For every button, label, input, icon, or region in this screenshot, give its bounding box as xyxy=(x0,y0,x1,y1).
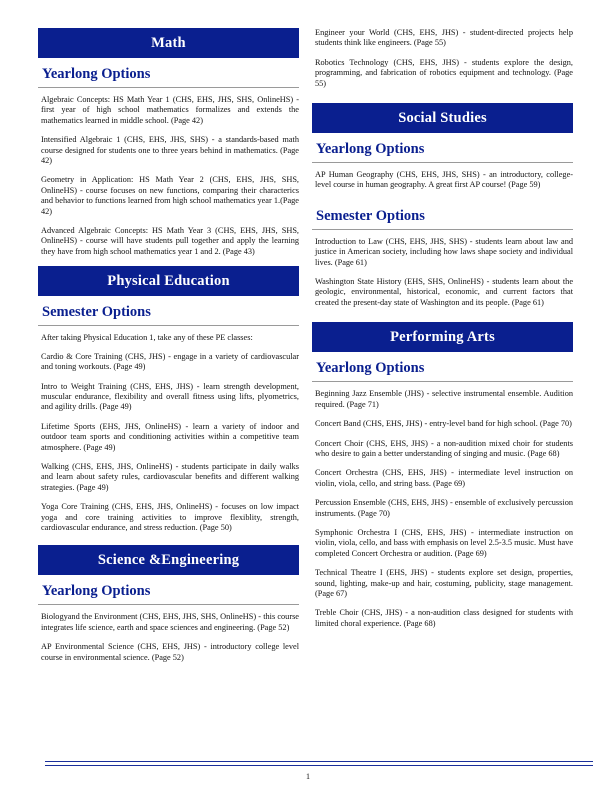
social-studies-banner: Social Studies xyxy=(312,103,573,133)
footer-rule-line xyxy=(45,761,593,762)
course-name: Engineer your World xyxy=(315,28,390,37)
course-name: Concert Orchestra xyxy=(315,468,378,478)
course-desc: (CHS, EHS, JHS) - entry-level band for high school. (Page 70) xyxy=(362,419,572,429)
course-desc: (CHS, EHS, JHS) - ensemble of exclusively percussion instruments. (Page 70) xyxy=(315,498,573,518)
course-name: Beginning Jazz Ensemble xyxy=(315,389,402,399)
pe-intro-text: After taking Physical Education 1, take any of these PE classes: xyxy=(41,333,253,343)
page-number: 1 xyxy=(306,772,310,781)
course-desc: (CHS, EHS, JHS) - introductory college level course in environmental science. (Page 52) xyxy=(41,642,299,662)
course-item xyxy=(315,419,573,429)
course-name: Advanced Algebraic Concepts: HS Math Year 3 xyxy=(41,226,212,236)
course-desc: (CHS, EHS, JHS, OnlineHS) - students participate in daily walks and learn about safety rules, cardiovascular benefits and different walking strategies. (Page 49) xyxy=(41,461,299,492)
course-item xyxy=(315,439,573,460)
footer-rule xyxy=(45,761,593,766)
math-banner: Math xyxy=(38,28,299,58)
course-desc: (CHS, EHS, JHS) - student-directed projects help students think like engineers. (Page 55) xyxy=(315,28,574,48)
course-item xyxy=(315,498,573,519)
social-yearlong-heading: Yearlong Options xyxy=(312,133,573,163)
course-name: Symphonic Orchestra I xyxy=(315,527,398,537)
course-item xyxy=(315,58,573,89)
course-desc: (CHS, JHS) - engage in a variety of cardiovascular and toning workouts. (Page 49) xyxy=(41,351,299,372)
course-name: Technical Theatre I xyxy=(315,568,383,578)
course-desc: (CHS, EHS, JHS, SHS) - a standards-based math course designed for students one to three years behind in mathematics. (Page 42) xyxy=(41,135,299,166)
course-item xyxy=(315,237,573,268)
course-name: Intensified Algebraic 1 xyxy=(41,135,121,145)
science-yearlong-heading: Yearlong Options xyxy=(38,575,299,605)
course-name: Intro to Weight Training xyxy=(41,381,127,391)
course-item xyxy=(41,175,299,217)
course-name: Algebraic Concepts: HS Math Year 1 xyxy=(41,95,170,104)
course-item xyxy=(41,422,299,453)
performing-arts-banner: Performing Arts xyxy=(312,322,573,352)
course-name: Introduction to Law xyxy=(315,236,383,246)
course-desc: (CHS, EHS, JHS) - intermediate instruction on violin, viola, cello, and bass with emphasis on level 2.5-3.5 music. Must have completed Concert Orchestra or audition. (Page 69) xyxy=(315,527,573,558)
course-name: Washington State History xyxy=(315,277,402,287)
course-desc: (CHS, EHS, JHS, SHS) - an introductory, college-level course in human geography. A great first AP course! (Page 59) xyxy=(315,170,574,190)
course-desc: (CHS, EHS, JHS) - students explore the design, programming, and fabrication of robotics equipment and technology. (Page 55) xyxy=(315,57,573,88)
course-name: Treble Choir xyxy=(315,608,359,618)
course-desc: (EHS, JHS, OnlineHS) - learn a variety of indoor and outdoor team sports and conditioning activities within a competitive team atmosphere. (Page 49) xyxy=(41,421,299,452)
course-name: Percussion Ensemble xyxy=(315,498,386,508)
course-item xyxy=(41,502,299,533)
course-name: Yoga Core Training xyxy=(41,502,109,512)
course-desc: (EHS, SHS, OnlineHS) - students learn about the geologic, environmental, historical, economic, and current factors that created the present-day state of Washington and its people. (Page 61) xyxy=(315,277,574,307)
course-item xyxy=(41,95,299,126)
course-name: Geometry in Application: HS Math Year 2 xyxy=(41,175,204,185)
science-banner: Science &Engineering xyxy=(38,545,299,575)
course-name: Concert Band xyxy=(315,419,361,429)
course-desc: (CHS, EHS, JHS) - learn strength development, muscular endurance, flexibility and overall fitness using lifts, plyometrics, and agility drills. (Page 49) xyxy=(41,381,299,412)
pe-banner: Physical Education xyxy=(38,266,299,296)
course-desc: (CHS, EHS, JHS, SHS, OnlineHS) - this course integrates life science, earth and space sciences and engineering. (Page 52) xyxy=(41,612,299,632)
course-desc: (CHS, EHS, JHS, SHS, OnlineHS) - course focuses on new functions, comparing their characterics and behavior to functions learned from high school mathematics year 1.(Page 42) xyxy=(41,175,300,216)
course-item xyxy=(41,226,299,257)
course-name: Robotics Technology xyxy=(315,57,389,67)
course-item xyxy=(41,642,299,663)
course-name: Concert Choir xyxy=(315,438,364,448)
math-yearlong-heading: Yearlong Options xyxy=(38,58,299,88)
course-desc: (CHS, EHS, JHS) - a non-audition mixed choir for students who desire to gain a better understanding of singing and music. (Page 68) xyxy=(315,438,573,458)
course-desc: (CHS, EHS, JHS, SHS) - students learn about law and justice in American society, including how laws shape society and individual lives. (Page 61) xyxy=(315,236,574,267)
course-name: Cardio & Core Training xyxy=(41,351,123,361)
course-name: Lifetime Sports xyxy=(41,421,96,431)
course-item xyxy=(315,528,573,559)
course-desc: (JHS) - selective instrumental ensemble. Audition required. (Page 71) xyxy=(315,389,573,409)
course-item xyxy=(41,135,299,166)
course-item xyxy=(41,462,299,493)
course-name: Walking xyxy=(41,461,69,471)
course-item xyxy=(315,277,573,308)
course-desc: (CHS, JHS) - a non-audition class designed for students with limited choral experience. (Page 68) xyxy=(315,608,573,628)
course-item xyxy=(41,612,299,633)
pe-semester-heading: Semester Options xyxy=(38,296,299,326)
arts-yearlong-heading: Yearlong Options xyxy=(312,352,573,382)
course-item xyxy=(315,389,573,410)
footer-rule-line xyxy=(45,765,593,766)
course-desc: (CHS, EHS, JHS) - intermediate level instruction on violin, viola, cello, and string bass. (Page 69) xyxy=(315,468,574,488)
course-item xyxy=(315,170,573,191)
course-item xyxy=(315,608,573,629)
course-desc: (CHS, EHS, JHS, SHS, OnlineHS) - course will have students pull together and apply the learning they have from high school mathematics year 1 and 2. (Page 43) xyxy=(41,226,300,256)
course-item xyxy=(315,468,573,489)
social-semester-heading: Semester Options xyxy=(312,200,573,230)
course-item xyxy=(41,352,299,373)
course-name: AP Human Geography xyxy=(315,170,394,180)
course-desc: (EHS, JHS) - students explore set design, properties, sound, lighting, make-up and hair, costuming, publicity, stage management. (Page 67) xyxy=(315,568,573,598)
course-item xyxy=(315,568,573,599)
course-item xyxy=(41,382,299,413)
course-desc: (CHS, EHS, JHS, OnlineHS) - focuses on low impact yoga and core training activities to improve flexiblity, strength, cardiovascular endurance, and stress reduction. (Page 50) xyxy=(41,502,299,532)
course-item xyxy=(315,28,573,49)
right-column xyxy=(312,0,573,638)
course-name: Biologyand the Environment xyxy=(41,612,138,622)
left-column xyxy=(38,0,299,672)
course-name: AP Environmental Science xyxy=(41,642,134,652)
course-desc: (CHS, EHS, JHS, SHS, OnlineHS) - first year of high school mathematics formalizes and extends the mathematics learned in middle school. (Page 42) xyxy=(41,95,300,125)
